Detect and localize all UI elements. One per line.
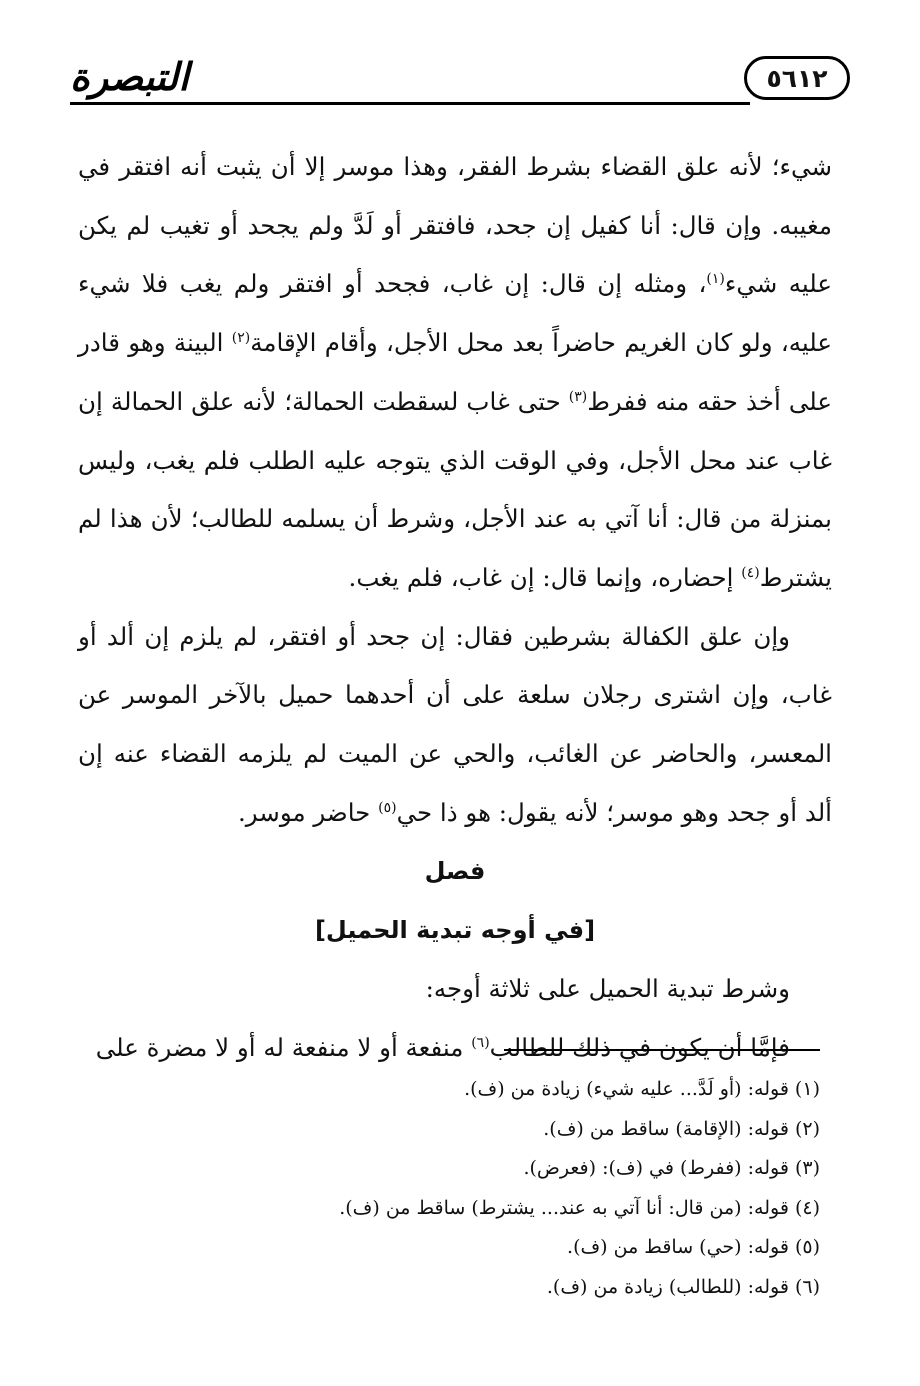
footnote-ref-2: (٢): [231, 329, 251, 346]
footnote-4: (٤) قوله: (من قال: أنا آتي به عند... يشترط) ساقط من (ف).: [339, 1196, 820, 1219]
text-segment: حتى غاب لسقطت الحمالة؛ لأنه علق الحمالة إن غاب عند محل الأجل، وفي الوقت الذي يتوجه عليه الطلب فلم يغب، وليس بمنزلة من قال: أنا آتي به عند الأجل، وشرط أن يسلمه للطالب؛ لأن هذا لم يشترط: [78, 386, 832, 592]
paragraph-2: [78, 608, 832, 843]
paragraph-4: [78, 1019, 832, 1078]
footnote-2: (٢) قوله: (الإقامة) ساقط من (ف).: [543, 1117, 820, 1140]
footnote-ref-4: (٤): [741, 564, 760, 581]
text-segment: حاضر موسر.: [237, 797, 379, 827]
footnote-ref-6: (٦): [471, 1034, 490, 1051]
text-segment: البينة وهو قادر على أخذ حقه منه ففرط: [78, 328, 832, 416]
text-segment: ، ومثله إن قال: إن غاب، فجحد أو افتقر ولم يغب فلا شيء عليه، ولو كان الغريم حاضراً بعد محل الأجل، وأقام الإقامة: [78, 269, 832, 358]
footnote-ref-1: (١): [706, 271, 725, 288]
footnote-3: (٣) قوله: (ففرط) في (ف): (فعرض).: [523, 1157, 820, 1179]
text-segment: فإمَّا أن يكون في ذلك للطالب: [489, 1032, 790, 1062]
footnote-ref-3: (٣): [568, 388, 588, 405]
book-title: التبصرة: [70, 54, 189, 99]
footnote-6: (٦) قوله: (للطالب) زيادة من (ف).: [546, 1275, 820, 1298]
section-subtitle: [في أوجه تبدية الحميل]: [314, 916, 596, 945]
paragraph-3: وشرط تبدية الحميل على ثلاثة أوجه:: [425, 973, 790, 1003]
section-title: فصل: [424, 857, 486, 886]
footnote-ref-5: (٥): [378, 799, 397, 816]
footnote-1: (١) قوله: (أو لَدَّ... عليه شيء) زيادة من (ف).: [464, 1078, 820, 1100]
text-segment: شيء؛ لأنه علق القضاء بشرط الفقر، وهذا موسر إلا أن يثبت أنه افتقر في مغيبه. وإن قال: أنا كفيل إن جحد، فافتقر أو لَدَّ ولم يجحد أو تغيب لم يكن عليه شيء: [78, 152, 833, 299]
footnote-separator: [504, 1049, 820, 1051]
footnote-5: (٥) قوله: (حي) ساقط من (ف).: [567, 1236, 820, 1258]
text-segment: إحضاره، وإنما قال: إن غاب، فلم يغب.: [348, 562, 742, 592]
text-segment: وإن علق الكفالة بشرطين فقال: إن جحد أو افتقر، لم يلزم إن ألد أو غاب، وإن اشترى رجلان سلعة على أن أحدهما حميل بالآخر الموسر عن المعسر، والحاضر عن الغائب، والحي عن الميت لم يلزمه القضاء عنه إن ألد أو جحد وهو موسر؛ لأنه يقول: هو ذا حي: [78, 621, 832, 827]
main-text: [78, 138, 832, 1077]
paragraph-1: [78, 138, 832, 608]
text-segment: منفعة أو لا منفعة له أو لا مضرة على: [95, 1032, 472, 1062]
footnotes: [78, 1070, 820, 1307]
page-header: [70, 50, 850, 112]
page-number: ٥٦١٢: [744, 56, 850, 100]
header-rule: [70, 102, 750, 105]
